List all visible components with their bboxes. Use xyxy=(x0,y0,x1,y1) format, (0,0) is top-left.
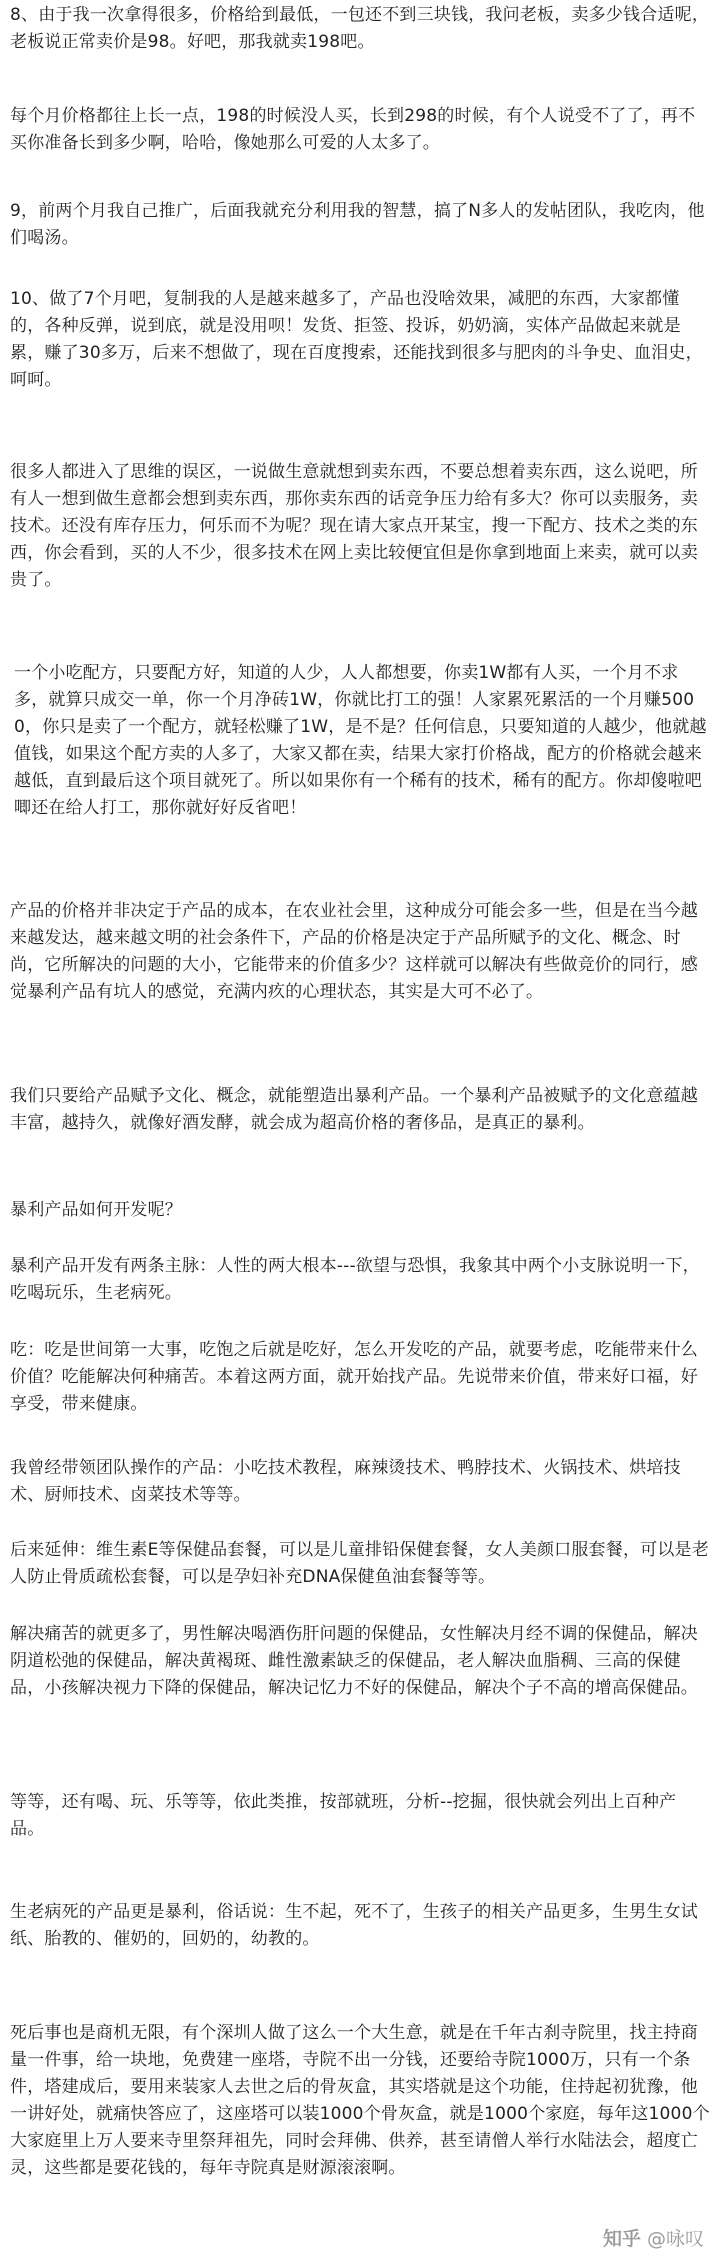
paragraph-8: 我们只要给产品赋予文化、概念，就能塑造出暴利产品。一个暴利产品被赋予的文化意蕴越丰富，越持久，就像好酒发酵，就会成为超高价格的奢侈品，是真正的暴利。 xyxy=(10,1086,698,1133)
paragraph-12: 我曾经带领团队操作的产品：小吃技术教程，麻辣烫技术、鸭脖技术、火锅技术、烘培技术、厨师技术、卤菜技术等等。 xyxy=(10,1458,681,1505)
paragraph-11: 吃：吃是世间第一大事，吃饱之后就是吃好，怎么开发吃的产品，就要考虑，吃能带来什么价值？吃能解决何种痛苦。本着这两方面，就开始找产品。先说带来价值，带来好口福，好享受，带来健康。 xyxy=(10,1340,698,1414)
paragraph-6: 一个小吃配方，只要配方好，知道的人少，人人都想要，你卖1W都有人买，一个月不求多，就算只成交一单，你一个月净砖1W，你就比打工的强！人家累死累活的一个月赚5000，你只是卖了一个配方，就轻松赚了1W，是不是？任何信息，只要知道的人越少，他就越值钱，如果这个配方卖的人多了，大家又都在卖，结果大家打价格战，配方的价格就会越来越低，直到最后这个项目就死了。所以如果你有一个稀有的技术，稀有的配方。你却傻啦吧唧还在给人打工，那你就好好反省吧！ xyxy=(14,663,707,818)
zhihu-logo-icon: 知乎 xyxy=(602,2228,641,2250)
paragraph-3: 9，前两个月我自己推广，后面我就充分利用我的智慧，搞了N多人的发帖团队，我吃肉，他们喝汤。 xyxy=(10,201,705,248)
paragraph-2: 每个月价格都往上长一点，198的时候没人买，长到298的时候，有个人说受不了了，再不买你准备长到多少啊，哈哈，像她那么可爱的人太多了。 xyxy=(10,106,696,153)
paragraph-17: 死后事也是商机无限，有个深圳人做了这么一个大生意，就是在千年古刹寺院里，找主持商量一件事，给一块地，免费建一座塔，寺院不出一分钱，还要给寺院1000万，只有一个条件，塔建成后，要用来装家人去世之后的骨灰盒，其实塔就是这个功能，住持起初犹豫，他一讲好处，就痛快答应了，这座塔可以装1000个骨灰盒，就是1000个家庭，每年这1000个大家庭里上万人要来寺里祭拜祖先，同时会拜佛、供养，甚至请僧人举行水陆法会，超度亡灵，这些都是要花钱的，每年寺院真是财源滚滚啊。 xyxy=(10,2023,710,2178)
paragraph-1: 8、由于我一次拿得很多，价格给到最低，一包还不到三块钱，我问老板，卖多少钱合适呢，老板说正常卖价是98。好吧，那我就卖198吧。 xyxy=(10,5,710,52)
paragraph-10: 暴利产品开发有两条主脉：人性的两大根本---欲望与恐惧，我象其中两个小支脉说明一下，吃喝玩乐，生老病死。 xyxy=(10,1256,700,1303)
watermark-user-handle: @咏叹 xyxy=(646,2228,704,2250)
paragraph-4: 10、做了7个月吧，复制我的人是越来越多了，产品也没啥效果，减肥的东西，大家都懂的，各种反弹，说到底，就是没用呗！发货、拒签、投诉，奶奶滴，实体产品做起来就是累，赚了30多万，后来不想做了，现在百度搜索，还能找到很多与肥肉的斗争史、血泪史，呵呵。 xyxy=(10,289,703,390)
paragraph-7: 产品的价格并非决定于产品的成本，在农业社会里，这种成分可能会多一些，但是在当今越来越发达，越来越文明的社会条件下，产品的价格是决定于产品所赋予的文化、概念、时尚，它所解决的问题的大小，它能带来的价值多少？这样就可以解决有些做竞价的同行，感觉暴利产品有坑人的感觉，充满内疚的心理状态，其实是大可不必了。 xyxy=(10,901,698,1002)
paragraph-16: 生老病死的产品更是暴利，俗话说：生不起，死不了，生孩子的相关产品更多，生男生女试纸、胎教的、催奶的，回奶的，幼教的。 xyxy=(10,1902,698,1949)
paragraph-5: 很多人都进入了思维的误区，一说做生意就想到卖东西，不要总想着卖东西，这么说吧，所有人一想到做生意都会想到卖东西，那你卖东西的话竞争压力给有多大？你可以卖服务，卖技术。还没有库存压力，何乐而不为呢？现在请大家点开某宝，搜一下配方、技术之类的东西，你会看到，买的人不少，很多技术在网上卖比较便宜但是你拿到地面上来卖，就可以卖贵了。 xyxy=(10,462,698,590)
section-heading: 暴利产品如何开发呢？ xyxy=(10,1200,182,1220)
watermark xyxy=(603,2224,704,2251)
paragraph-15: 等等，还有喝、玩、乐等等，依此类推，按部就班，分析--挖掘，很快就会列出上百种产品。 xyxy=(10,1792,677,1839)
paragraph-14: 解决痛苦的就更多了，男性解决喝酒伤肝问题的保健品，女性解决月经不调的保健品，解决阴道松弛的保健品，解决黄褐斑、雌性激素缺乏的保健品，老人解决血脂稠、三高的保健品，小孩解决视力下降的保健品，解决记忆力不好的保健品，解决个子不高的增高保健品。 xyxy=(10,1624,698,1698)
paragraph-13: 后来延伸：维生素E等保健品套餐，可以是儿童排铅保健套餐，女人美颜口服套餐，可以是老人防止骨质疏松套餐，可以是孕妇补充DNA保健鱼油套餐等等。 xyxy=(10,1540,709,1587)
